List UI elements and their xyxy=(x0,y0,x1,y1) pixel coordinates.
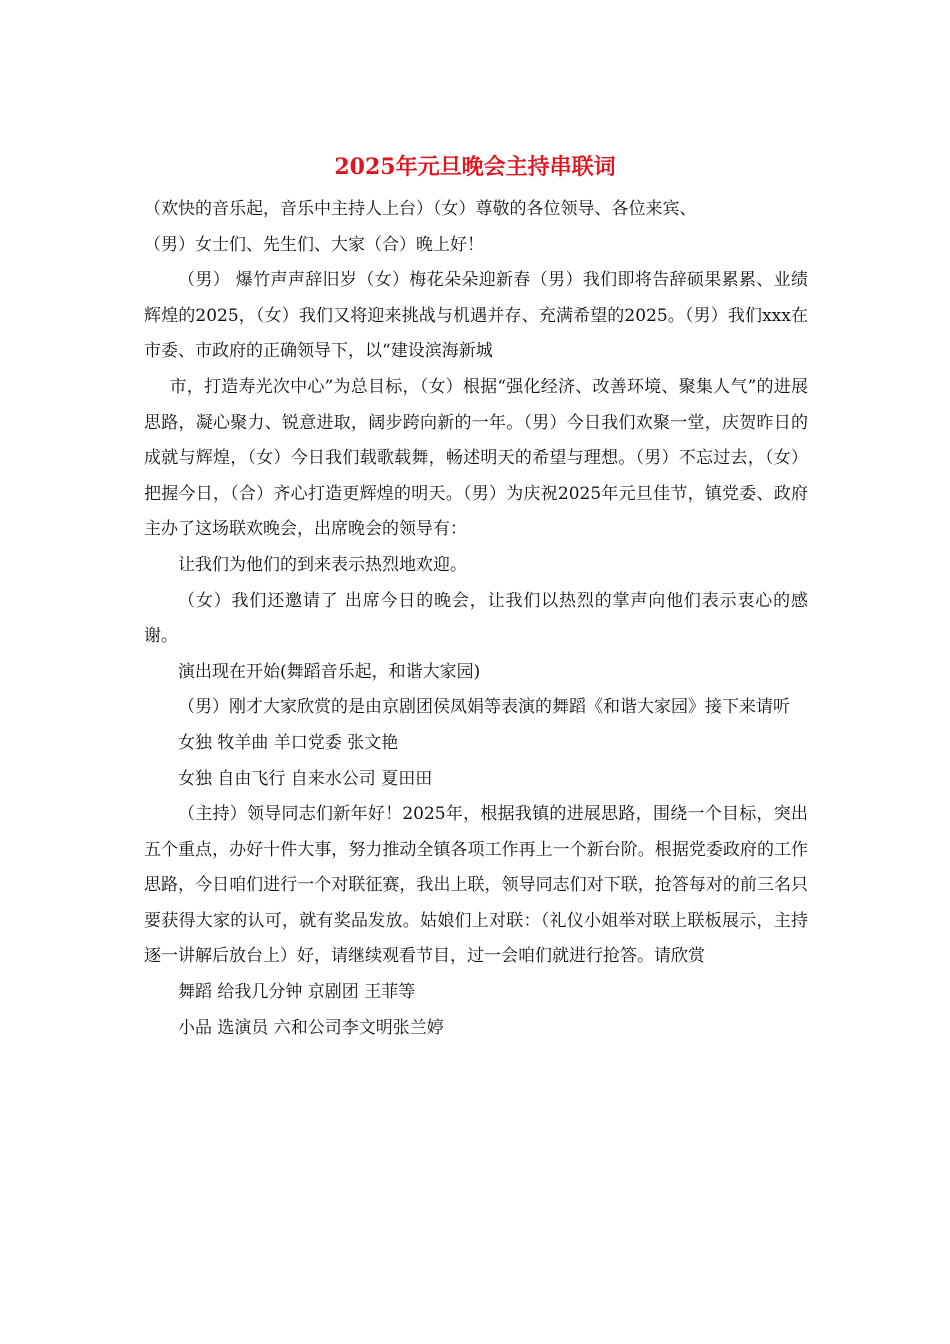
paragraph-host-speech: （主持）领导同志们新年好！2025年，根据我镇的进展思路，围绕一个目标，突出五个重点，办好十件大事，努力推动全镇各项工作再上一个新台阶。根据党委政府的工作思路，今日咱们进行一个对联征赛，我出上联，领导同志们对下联，抢答每对的前三名只要获得大家的认可，就有奖品发放。姑娘们上对联：（礼仪小姐举对联上联板展示，主持逐一讲解后放台上）好，请继续观看节目，过一会咱们就进行抢答。请欣赏 xyxy=(144,804,808,967)
paragraph-greeting: （男）女士们、先生们、大家（合）晚上好！ xyxy=(144,234,484,255)
paragraph-dance-review: （男）刚才大家欣赏的是由京剧团侯凤娟等表演的舞蹈《和谐大家园》接下来请听 xyxy=(178,697,790,718)
paragraph-opening: （欢快的音乐起，音乐中主持人上台）（女）尊敬的各位领导、各位来宾、 xyxy=(144,199,697,219)
paragraph-welcome: 让我们为他们的到来表示热烈地欢迎。 xyxy=(178,554,467,575)
paragraph-goals: 市，打造寿光次中心”为总目标，（女）根据“强化经济、改善环境、聚集人气”的进展思路，凝心聚力、锐意进取，阔步跨向新的一年。（男）今日我们欢聚一堂，庆贺昨日的成就与辉煌，（女）今日我们载歌载舞，畅述明天的希望与理想。（男）不忘过去，（女）把握今日，（合）齐心打造更辉煌的明天。（男）为庆祝2025年元旦佳节，镇党委、政府主办了这场联欢晚会，出席晚会的领导有： xyxy=(144,376,808,540)
paragraph-show-start: 演出现在开始(舞蹈音乐起，和谐大家园) xyxy=(178,661,481,682)
program-item: 女独 牧羊曲 羊口党委 张文艳 xyxy=(178,732,399,753)
program-item: 舞蹈 给我几分钟 京剧团 王菲等 xyxy=(178,982,416,1003)
paragraph-new-year: （男） 爆竹声声辞旧岁（女）梅花朵朵迎新春（男）我们即将告辞硕果累累、业绩辉煌的2025，（女）我们又将迎来挑战与机遇并存、充满希望的2025。（男）我们xxx在市委、市政府的正确领导下，以“建设滨海新城 xyxy=(144,270,808,362)
paragraph-guests: （女）我们还邀请了 出席今日的晚会，让我们以热烈的掌声向他们表示衷心的感谢。 xyxy=(144,590,808,647)
document-title: 2025年元旦晚会主持串联词 xyxy=(334,154,616,180)
program-item: 小品 选演员 六和公司李文明张兰婷 xyxy=(178,1017,444,1038)
program-item: 女独 自由飞行 自来水公司 夏田田 xyxy=(178,768,433,789)
document-body xyxy=(144,192,808,1046)
